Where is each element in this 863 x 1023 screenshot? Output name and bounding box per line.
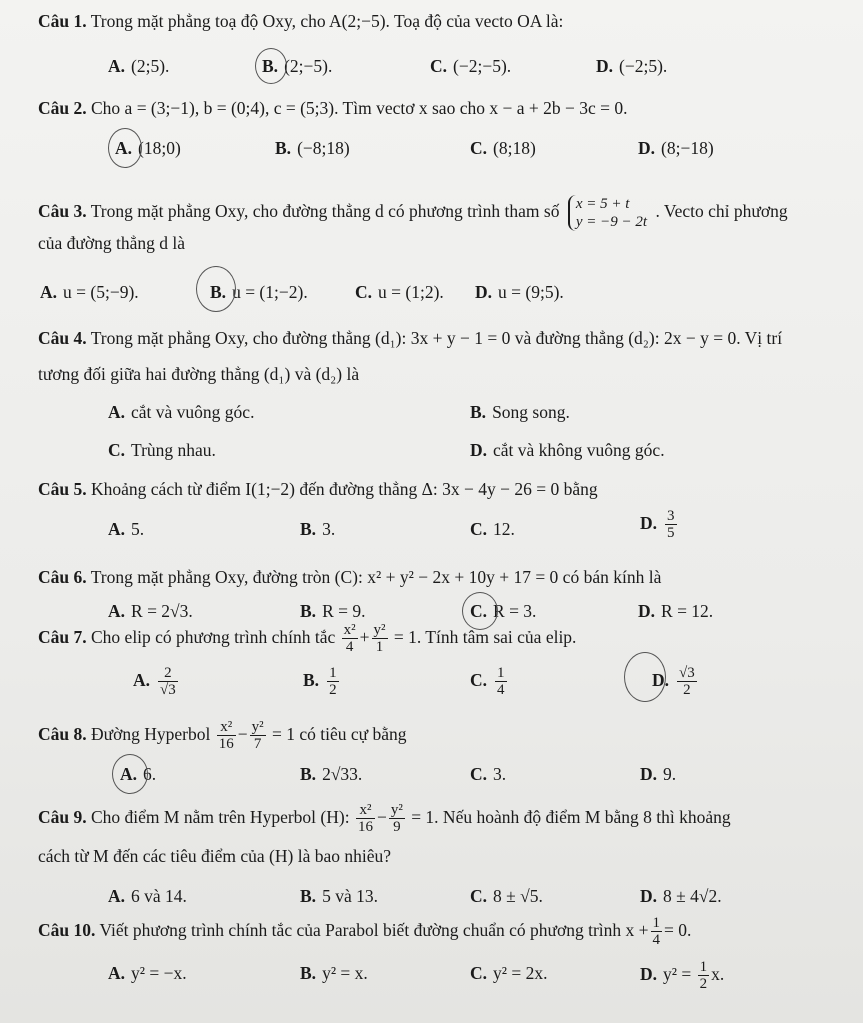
option-a[interactable]: A. (18;0) bbox=[115, 138, 181, 158]
question-1 bbox=[38, 10, 863, 32]
option-b[interactable]: B. $\frac{1}{2}$ bbox=[303, 665, 337, 698]
parametric-system: x = 5 + t y = −9 − 2t bbox=[568, 195, 647, 231]
fraction: $\frac{\text{x²}}{4}$ bbox=[343, 622, 356, 656]
option-b[interactable]: B. u = (1;−2). bbox=[210, 282, 308, 302]
question-3-continued: của đường thẳng d là bbox=[38, 233, 186, 253]
question-4 bbox=[38, 327, 863, 349]
question-text: Cho a = (3;−1), b = (0;4), c = (5;3). Tìm vectơ x sao cho x − a + 2b − 3c = 0. bbox=[91, 98, 628, 118]
question-text: Trong mặt phẳng Oxy, đường tròn (C): x² + y² − 2x + 10y + 17 = 0 có bán kính là bbox=[90, 567, 662, 587]
option-a[interactable]: A. R = 2√3. bbox=[108, 601, 193, 621]
option-d[interactable]: D. $\frac{√3}{2}$ bbox=[652, 665, 695, 698]
question-2 bbox=[38, 97, 863, 119]
question-number: Câu 9. bbox=[38, 807, 87, 827]
question-text: Khoảng cách từ điểm I(1;−2) đến đường thẳng Δ: 3x − 4y − 26 = 0 bằng bbox=[91, 479, 598, 499]
question-text: Trong mặt phẳng Oxy, cho đường thẳng d có phương trình tham số bbox=[90, 201, 560, 222]
fraction: $\frac{2}{√3}$ bbox=[160, 665, 176, 698]
option-c[interactable]: C. R = 3. bbox=[470, 601, 537, 621]
option-d[interactable]: D. $\frac{3}{5}$ bbox=[640, 508, 675, 541]
question-number: Câu 7. bbox=[38, 627, 87, 647]
option-b[interactable]: B. Song song. bbox=[470, 402, 570, 422]
question-number: Câu 6. bbox=[38, 567, 87, 587]
question-text: Cho elip có phương trình chính tắc bbox=[91, 627, 336, 647]
fraction: $\frac{1}{2}$ bbox=[699, 959, 708, 993]
fraction: $\frac{\text{y²}}{7}$ bbox=[251, 719, 264, 753]
option-c[interactable]: C. 3. bbox=[470, 764, 507, 784]
question-3: Câu 3. Trong mặt phẳng Oxy, cho đường thẳng d có phương trình tham số x = 5 + t y = −9 − 2t . Vecto chỉ phương bbox=[38, 196, 788, 230]
option-b[interactable]: B. (2;−5). bbox=[262, 56, 333, 76]
question-text: Cho điểm M nằm trên Hyperbol (H): bbox=[91, 807, 350, 827]
option-b[interactable]: B. 5 và 13. bbox=[300, 886, 378, 906]
question-9-continued: cách từ M đến các tiêu điểm của (H) là bao nhiêu? bbox=[38, 846, 392, 866]
option-a[interactable]: A. (2;5). bbox=[108, 56, 170, 76]
question-number: Câu 10. bbox=[38, 920, 96, 940]
option-c[interactable]: C. Trùng nhau. bbox=[108, 440, 216, 460]
option-c[interactable]: C. y² = 2x. bbox=[470, 963, 548, 983]
fraction: $\frac{1}{4}$ bbox=[497, 665, 505, 698]
question-4-continued: tương đối giữa hai đường thẳng (d₁) và (d₂) là bbox=[38, 364, 360, 384]
question-number: Câu 1. bbox=[38, 11, 87, 31]
question-9: Câu 9. Cho điểm M nằm trên Hyperbol (H): $\frac{\text{x²}}{16}$ − $\frac{\text{y²}}{9}$ = 1. Nếu hoành độ điểm M bằng 8 thì khoảng bbox=[38, 802, 731, 836]
option-a[interactable]: A. $\frac{2}{√3}$ bbox=[133, 665, 176, 698]
option-b[interactable]: B. R = 9. bbox=[300, 601, 366, 621]
option-d[interactable]: D. 8 ± 4√2. bbox=[640, 886, 722, 906]
question-text: Đường Hyperbol bbox=[91, 724, 211, 744]
option-b[interactable]: B. 2√33. bbox=[300, 764, 363, 784]
question-number: Câu 3. bbox=[38, 201, 87, 222]
option-a[interactable]: A. cắt và vuông góc. bbox=[108, 402, 255, 422]
option-a[interactable]: A. 6 và 14. bbox=[108, 886, 187, 906]
option-d[interactable]: D. R = 12. bbox=[638, 601, 714, 621]
fraction: $\frac{\text{y²}}{1}$ bbox=[373, 622, 386, 656]
option-c[interactable]: C. (−2;−5). bbox=[430, 56, 512, 76]
option-c[interactable]: C. u = (1;2). bbox=[355, 282, 444, 302]
option-a[interactable]: A. 6. bbox=[120, 764, 157, 784]
option-c[interactable]: C. 12. bbox=[470, 519, 515, 539]
option-c[interactable]: C. (8;18) bbox=[470, 138, 536, 158]
question-number: Câu 5. bbox=[38, 479, 87, 499]
fraction: $\frac{1}{2}$ bbox=[329, 665, 337, 698]
option-d[interactable]: D. (8;−18) bbox=[638, 138, 714, 158]
fraction: $\frac{\text{y²}}{9}$ bbox=[390, 802, 403, 836]
question-text: Trong mặt phẳng Oxy, cho đường thẳng (d₁): 3x + y − 1 = 0 và đường thẳng (d₂): 2x − y = 0. Vị trí bbox=[90, 328, 783, 348]
question-number: Câu 4. bbox=[38, 328, 87, 348]
question-6 bbox=[38, 566, 863, 588]
question-5 bbox=[38, 478, 863, 500]
option-c[interactable]: C. 8 ± √5. bbox=[470, 886, 543, 906]
fraction: $\frac{\text{x²}}{16}$ bbox=[357, 802, 373, 836]
option-c[interactable]: C. $\frac{1}{4}$ bbox=[470, 665, 505, 698]
option-b[interactable]: B. (−8;18) bbox=[275, 138, 350, 158]
question-10: Câu 10. Viết phương trình chính tắc của Parabol biết đường chuẩn có phương trình x + $\frac{1}{4}$ = 0. bbox=[38, 915, 692, 949]
option-d[interactable]: D. (−2;5). bbox=[596, 56, 668, 76]
fraction: $\frac{1}{4}$ bbox=[652, 915, 661, 949]
fraction: $\frac{\text{x²}}{16}$ bbox=[218, 719, 234, 753]
question-7: Câu 7. Cho elip có phương trình chính tắc $\frac{\text{x²}}{4}$ + $\frac{\text{y²}}{1}$ = 1. Tính tâm sai của elip. bbox=[38, 622, 577, 656]
option-d[interactable]: D. 9. bbox=[640, 764, 677, 784]
fraction: $\frac{√3}{2}$ bbox=[679, 665, 695, 698]
fraction: $\frac{3}{5}$ bbox=[667, 508, 675, 541]
option-a[interactable]: A. u = (5;−9). bbox=[40, 282, 139, 302]
option-b[interactable]: B. 3. bbox=[300, 519, 336, 539]
option-b[interactable]: B. y² = x. bbox=[300, 963, 368, 983]
option-d[interactable]: D. cắt và không vuông góc. bbox=[470, 440, 665, 460]
question-number: Câu 8. bbox=[38, 724, 87, 744]
question-text: Viết phương trình chính tắc của Parabol biết đường chuẩn có phương trình bbox=[99, 920, 622, 940]
option-a[interactable]: A. 5. bbox=[108, 519, 145, 539]
option-a[interactable]: A. y² = −x. bbox=[108, 963, 187, 983]
question-number: Câu 2. bbox=[38, 98, 87, 118]
question-8: Câu 8. Đường Hyperbol $\frac{\text{x²}}{16}$ − $\frac{\text{y²}}{7}$ = 1 có tiêu cự bằng bbox=[38, 719, 407, 753]
option-d[interactable]: D. y² = $\frac{1}{2}$ x. bbox=[640, 959, 725, 993]
question-text: Trong mặt phẳng toạ độ Oxy, cho A(2;−5). Toạ độ của vecto OA là: bbox=[90, 11, 564, 31]
option-d[interactable]: D. u = (9;5). bbox=[475, 282, 564, 302]
